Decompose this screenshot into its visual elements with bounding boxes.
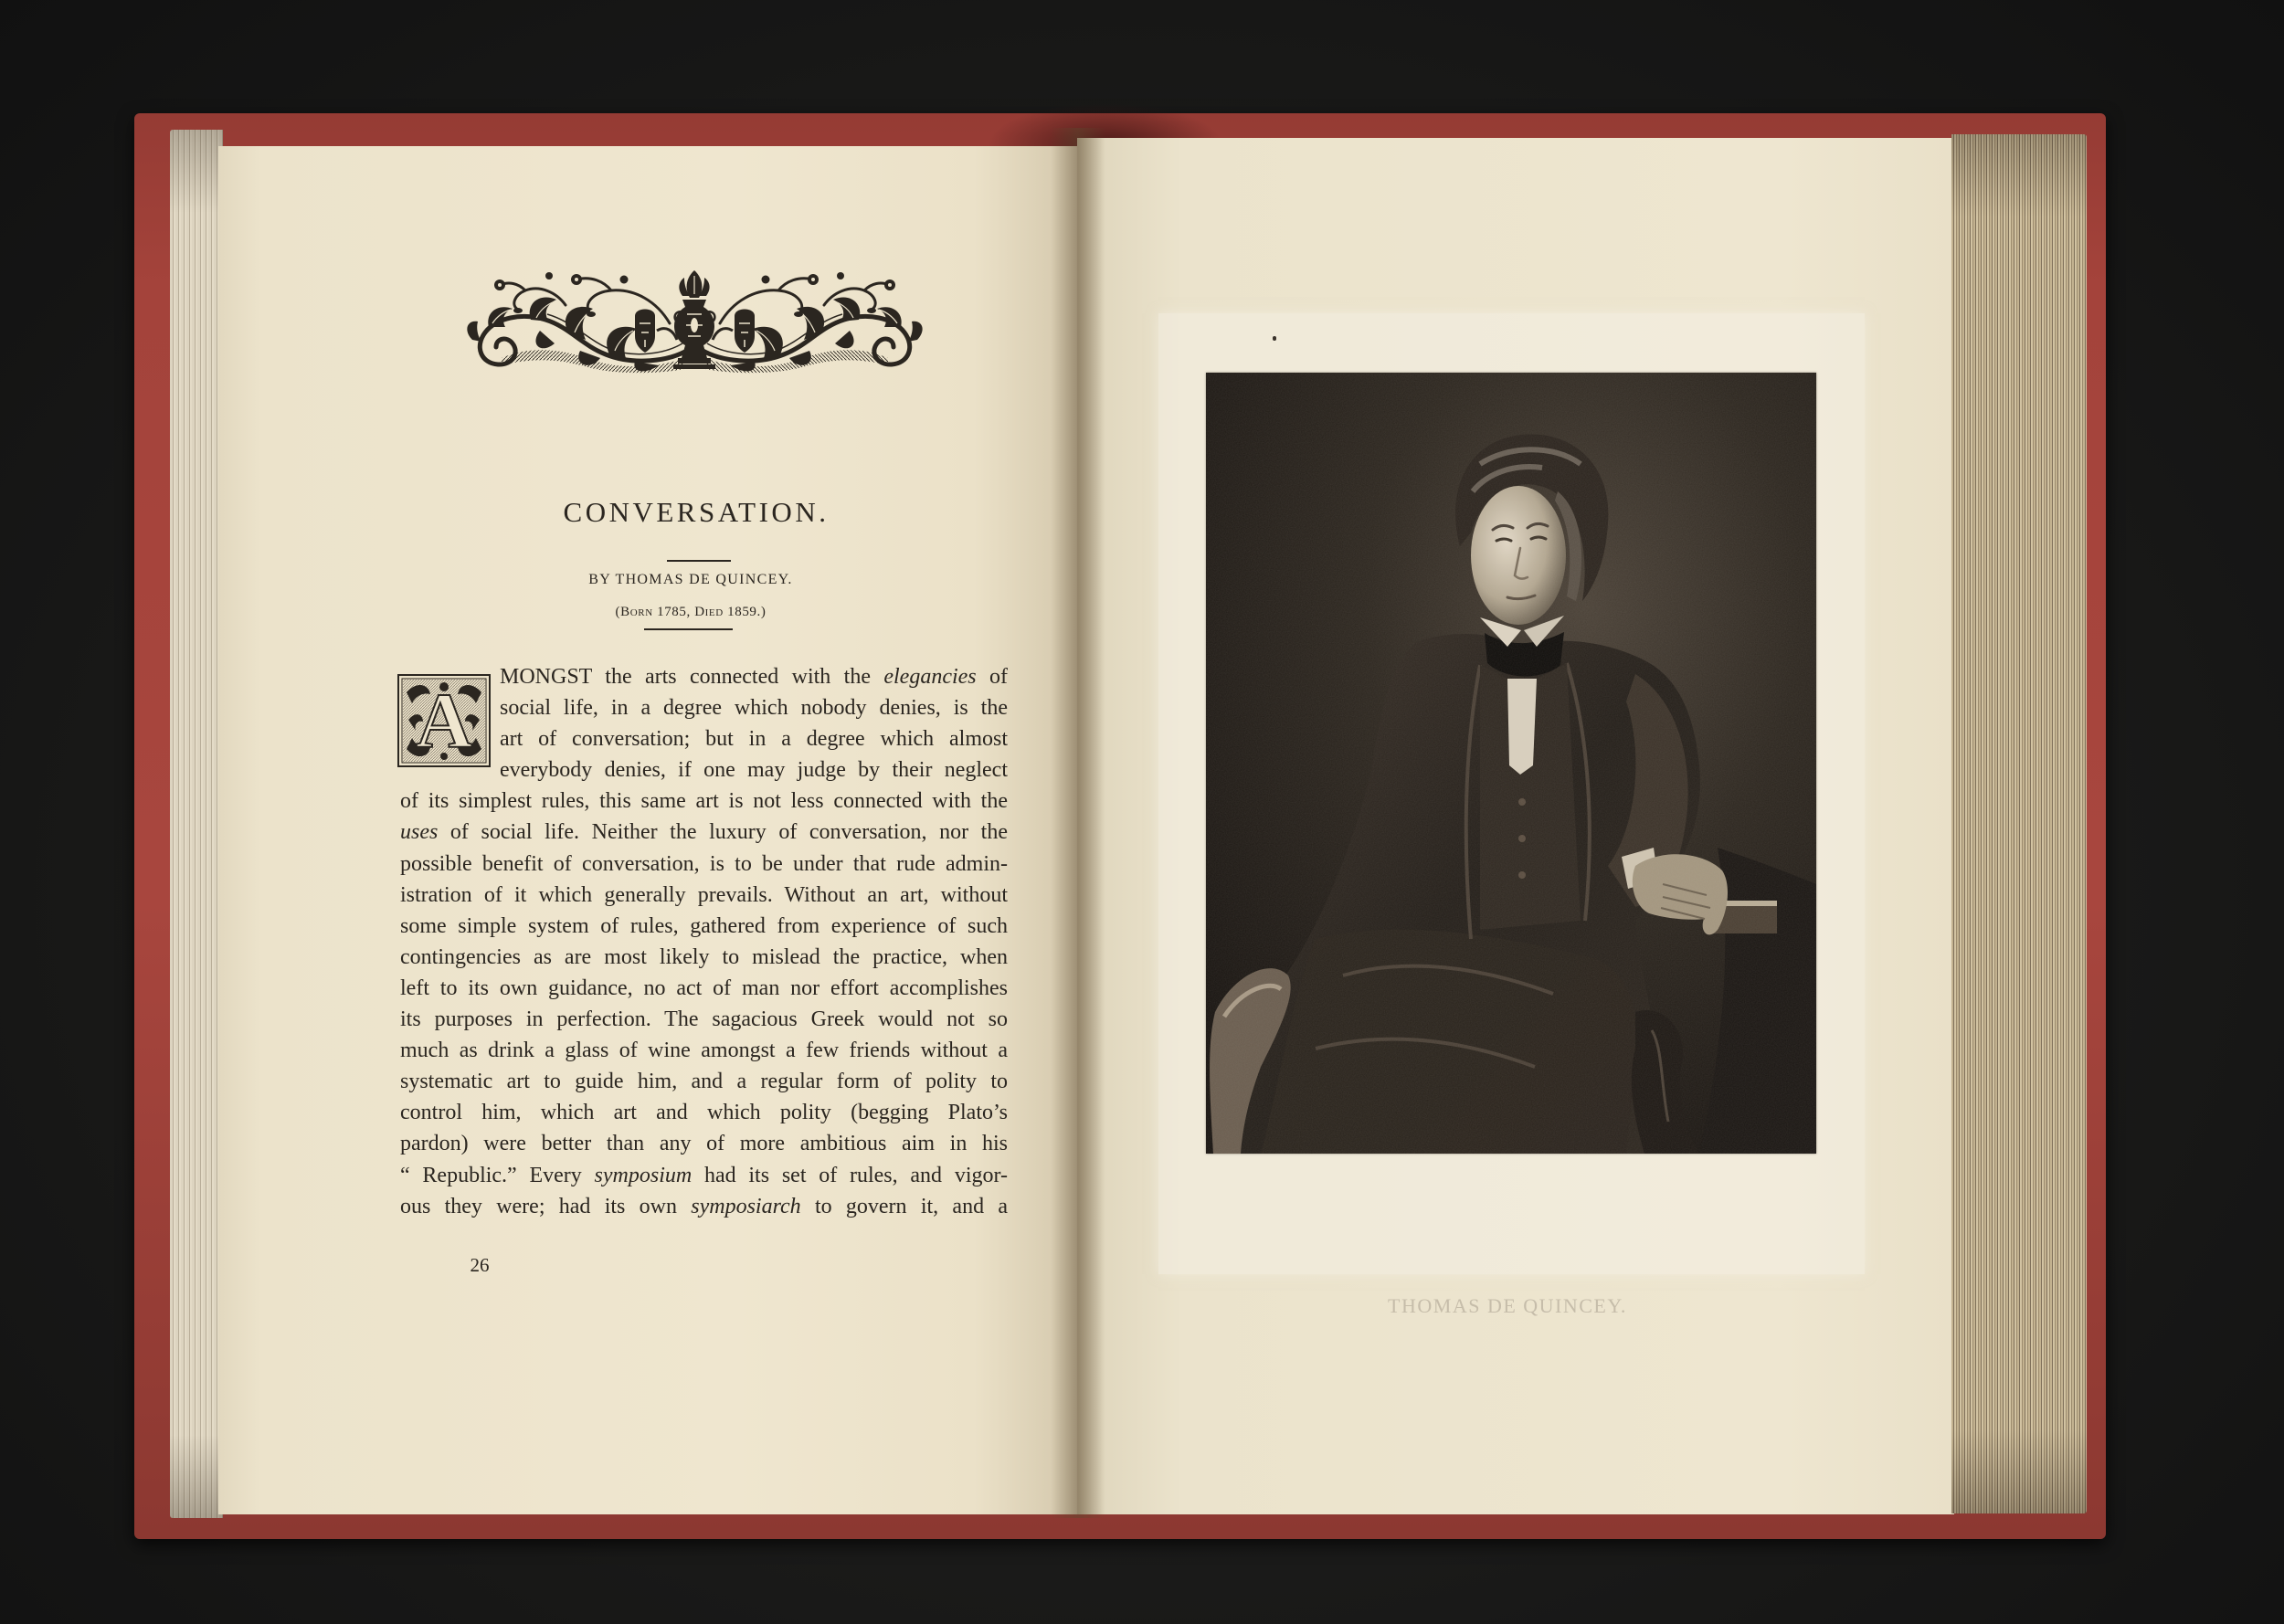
body-line: [500, 754, 1008, 786]
ornament-headpiece: [454, 267, 936, 375]
body-line: [500, 661, 1008, 692]
body-line: [400, 1004, 1008, 1035]
photo-grain: [1206, 373, 1816, 1154]
italic-word: elegancies: [883, 665, 977, 689]
body-text-run: control him, which art and which polity (begging Plato’s: [400, 1101, 1008, 1125]
body-text-run: of: [976, 665, 1008, 689]
body-line: [400, 1160, 1008, 1191]
body-line: [400, 1128, 1008, 1159]
body-text-run: systematic art to guide him, and a regular form of polity to: [400, 1070, 1008, 1094]
body-text-run: social life, in a degree which nobody denies, is the: [500, 696, 1008, 721]
italic-word: symposium: [594, 1163, 693, 1187]
body-text-run: had its set of rules, and vigor-: [692, 1163, 1008, 1187]
chapter-title: CONVERSATION.: [563, 496, 830, 528]
italic-word: uses: [400, 820, 439, 845]
body-text-run: art of conversation; but in a degree which almost: [500, 727, 1008, 752]
body-text-run: some simple system of rules, gathered from experience of such: [400, 913, 1008, 938]
left-page-edges: [170, 130, 223, 1518]
ornament-graphic: [454, 267, 936, 375]
body-text-run: ous they were; had its own: [400, 1194, 692, 1218]
body-text: [400, 661, 1008, 1222]
body-text-run: MONGST the arts connected with the: [500, 665, 884, 689]
body-text-run: “ Republic.” Every: [400, 1163, 595, 1187]
body-line: [400, 817, 1008, 848]
body-line: [400, 973, 1008, 1004]
drop-cap-letter: A: [415, 677, 473, 765]
body-text-run: everybody denies, if one may judge by their neglect: [500, 758, 1008, 783]
body-line: [400, 786, 1008, 817]
body-text-run: its purposes in perfection. The sagacious Greek would not so: [400, 1007, 1008, 1032]
body-text-run: pardon) were better than any of more ambitious aim in his: [400, 1132, 1008, 1156]
body-text-run: possible benefit of conversation, is to be under that rude admin-: [400, 851, 1008, 876]
italic-word: symposiarch: [691, 1194, 801, 1218]
body-line: [500, 723, 1008, 754]
ornament-scroll-left: [467, 272, 690, 373]
right-page-edges: [1951, 134, 2087, 1513]
author-byline: BY THOMAS DE QUINCEY.: [588, 572, 793, 587]
body-text-run: to govern it, and a: [800, 1194, 1008, 1218]
body-line: [400, 1035, 1008, 1066]
book-gutter: [1051, 128, 1105, 1518]
body-line: [400, 849, 1008, 880]
page-number: 26: [470, 1254, 490, 1276]
body-text-run: contingencies as are most likely to mislead the practice, when: [400, 944, 1008, 969]
portrait-image: [1206, 373, 1816, 1154]
portrait-caption: THOMAS DE QUINCEY.: [1388, 1294, 1627, 1317]
body-line: [400, 1191, 1008, 1222]
title-rule-top: [667, 560, 731, 562]
print-mark: [1273, 336, 1276, 341]
body-line: [400, 880, 1008, 911]
body-text-run: much as drink a glass of wine amongst a few friends without a: [400, 1039, 1008, 1063]
body-text-run: of its simplest rules, this same art is not less connected with the: [400, 789, 1008, 814]
body-line: [400, 942, 1008, 973]
body-text-run: istration of it which generally prevails. Without an art, without: [400, 882, 1008, 907]
portrait-photograph: [1206, 373, 1816, 1154]
body-text-run: of social life. Neither the luxury of conversation, nor the: [438, 820, 1008, 845]
body-line: [400, 1066, 1008, 1097]
author-dates: (Born 1785, Died 1859.): [615, 605, 767, 619]
body-line: [400, 1097, 1008, 1128]
body-line: [500, 692, 1008, 723]
body-text-run: left to its own guidance, no act of man nor effort accomplishes: [400, 975, 1008, 1000]
ornament-scroll-right: [700, 272, 923, 373]
body-line: [400, 911, 1008, 942]
title-rule-bottom: [644, 628, 733, 630]
